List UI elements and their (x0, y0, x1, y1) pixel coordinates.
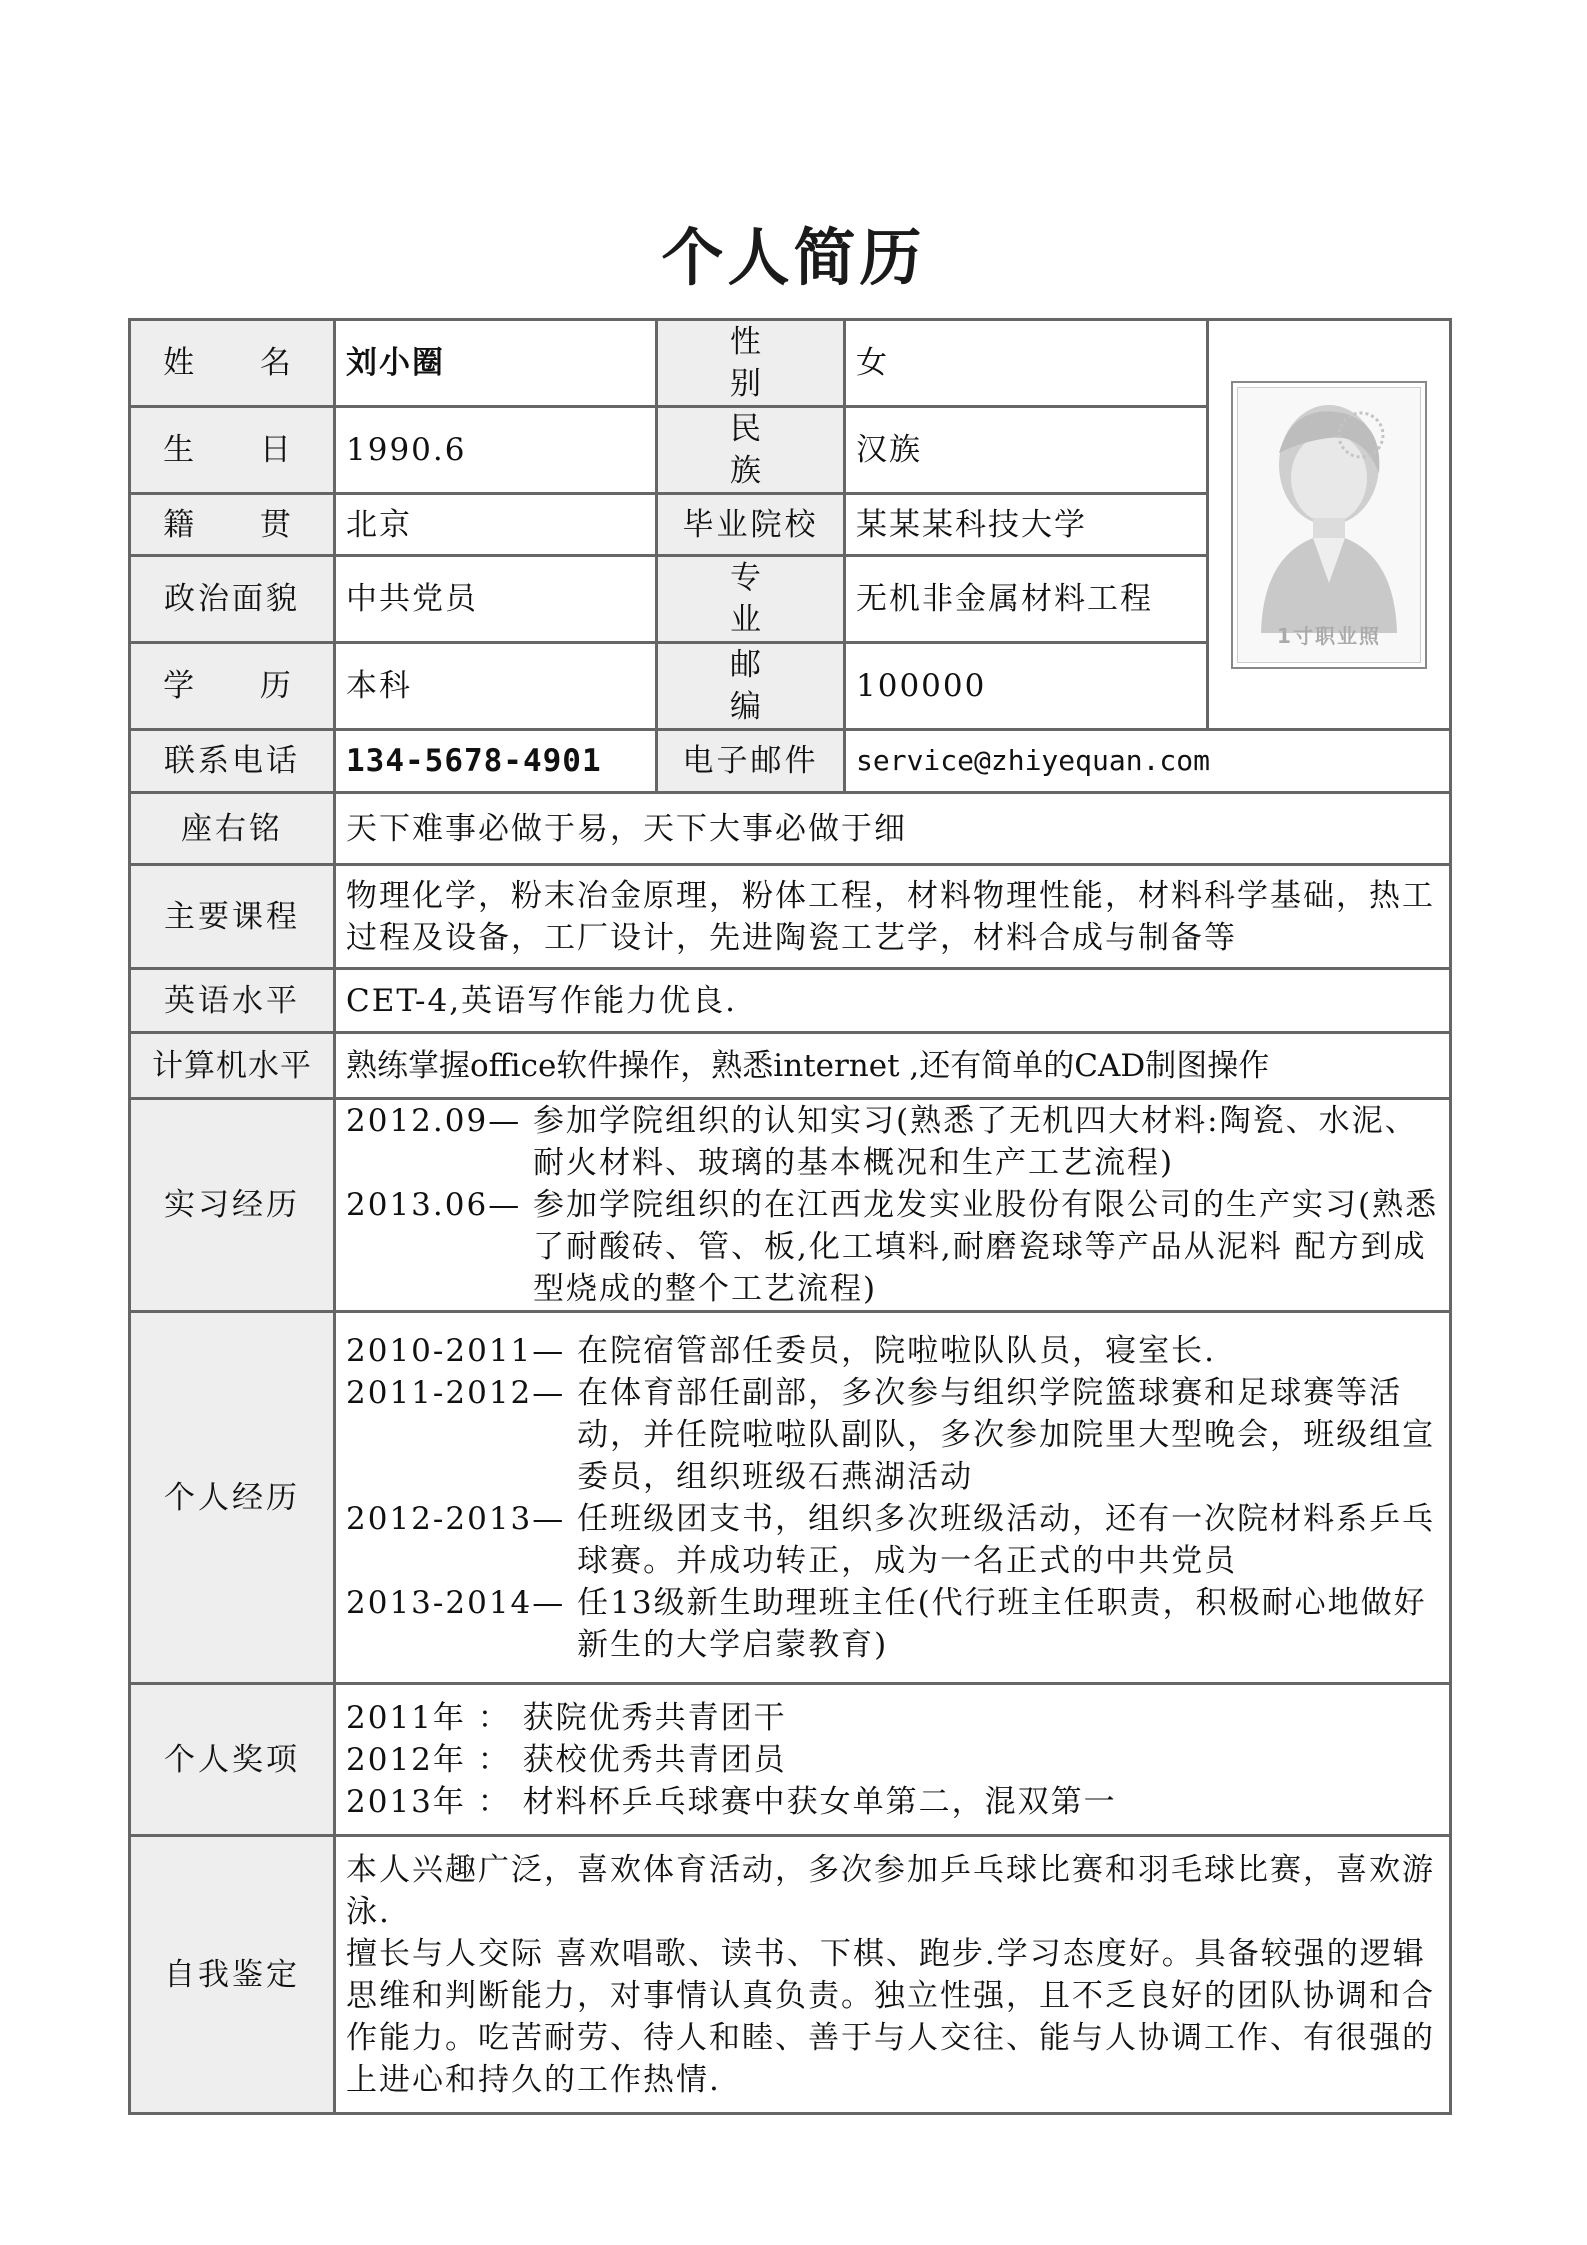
email-value: service@zhiyequan.com (845, 730, 1451, 793)
computer-label: 计算机水平 (130, 1033, 335, 1099)
row-experience (130, 1312, 1451, 1684)
entry-date: 2011-2012— (346, 1374, 578, 1411)
phone-value: 134-5678-4901 (335, 730, 657, 793)
row-self-eval (130, 1836, 1451, 2114)
list-item (346, 1582, 1439, 1666)
entry-desc: 在院宿管部任委员，院啦啦队队员，寝室长. (577, 1332, 1216, 1369)
courses-value: 物理化学，粉末冶金原理，粉体工程，材料物理性能，材料科学基础，热工过程及设备，工厂设计，先进陶瓷工艺学，材料合成与制备等 (335, 865, 1451, 969)
self-eval-paragraph: 本人兴趣广泛，喜欢体育活动，多次参加乒乓球比赛和羽毛球比赛，喜欢游泳. (346, 1851, 1435, 1930)
courses-label: 主要课程 (130, 865, 335, 969)
list-item (346, 1781, 1439, 1823)
internship-list (335, 1099, 1451, 1312)
self-eval-paragraph: 擅长与人交际 喜欢唱歌、读书、下棋、跑步.学习态度好。具备较强的逻辑思维和判断能力，对事情认真负责。独立性强，且不乏良好的团队协调和合作能力。吃苦耐劳、待人和睦、善于与人交往、能与人协调工作、有很强的上进心和持久的工作热情. (346, 1935, 1435, 2098)
list-item (346, 1100, 1439, 1184)
photo-cell (1208, 320, 1451, 730)
entry-date: 2012年 ： (346, 1741, 523, 1778)
major-label: 专 业 (657, 556, 845, 643)
row-motto (130, 793, 1451, 865)
awards-label: 个人奖项 (130, 1684, 335, 1836)
entry-date: 2012-2013— (346, 1500, 578, 1537)
photo-caption: 1寸职业照 (1277, 623, 1381, 648)
postcode-value: 100000 (845, 643, 1208, 730)
computer-value: 熟练掌握office软件操作，熟悉internet ,还有简单的CAD制图操作 (335, 1033, 1451, 1099)
photo-placeholder (1231, 381, 1427, 669)
entry-date: 2013.06— (346, 1187, 534, 1223)
awards-list (335, 1684, 1451, 1836)
entry-desc: 在体育部任副部，多次参与组织学院篮球赛和足球赛等活动，并任院啦啦队副队，多次参加院里大型晚会，班级组宣委员，组织班级石燕湖活动 (577, 1374, 1436, 1495)
birth-value: 1990.6 (335, 407, 657, 494)
resume-table (128, 318, 1452, 2115)
phone-label: 联系电话 (130, 730, 335, 793)
entry-desc: 获校优秀共青团员 (522, 1741, 787, 1778)
name-value: 刘小圈 (335, 320, 657, 407)
email-label: 电子邮件 (657, 730, 845, 793)
politics-label: 政治面貌 (130, 556, 335, 643)
politics-value: 中共党员 (335, 556, 657, 643)
row-courses (130, 865, 1451, 969)
entry-date: 2013年 ： (346, 1783, 523, 1820)
row-english (130, 969, 1451, 1033)
list-item (346, 1372, 1439, 1498)
english-label: 英语水平 (130, 969, 335, 1033)
entry-desc: 参加学院组织的在江西龙发实业股份有限公司的生产实习(熟悉了耐酸砖、管、板,化工填料,耐磨瓷球等产品从泥料 配方到成型烧成的整个工艺流程) (533, 1187, 1439, 1307)
entry-date: 2010-2011— (346, 1332, 578, 1369)
name-label: 姓 名 (130, 320, 335, 407)
gender-value: 女 (845, 320, 1208, 407)
list-item (346, 1498, 1439, 1582)
birth-label: 生 日 (130, 407, 335, 494)
entry-desc: 任班级团支书，组织多次班级活动，还有一次院材料系乒乓球赛。并成功转正，成为一名正式的中共党员 (577, 1500, 1436, 1579)
row-computer (130, 1033, 1451, 1099)
entry-date: 2012.09— (346, 1103, 534, 1139)
entry-desc: 材料杯乒乓球赛中获女单第二，混双第一 (522, 1783, 1117, 1820)
ethnicity-value: 汉族 (845, 407, 1208, 494)
page-title: 个人简历 (661, 221, 926, 294)
origin-label: 籍 贯 (130, 494, 335, 556)
motto-value: 天下难事必做于易，天下大事必做于细 (335, 793, 1451, 865)
school-value: 某某某科技大学 (845, 494, 1208, 556)
origin-value: 北京 (335, 494, 657, 556)
ethnicity-label: 民 族 (657, 407, 845, 494)
english-value: CET-4,英语写作能力优良. (335, 969, 1451, 1033)
major-value: 无机非金属材料工程 (845, 556, 1208, 643)
list-item (346, 1739, 1439, 1781)
row-awards (130, 1684, 1451, 1836)
row-contact (130, 730, 1451, 793)
experience-label: 个人经历 (130, 1312, 335, 1684)
school-label: 毕业院校 (657, 494, 845, 556)
education-value: 本科 (335, 643, 657, 730)
education-label: 学 历 (130, 643, 335, 730)
self-eval-text (335, 1836, 1451, 2114)
entry-desc: 任13级新生助理班主任(代行班主任职责，积极耐心地做好新生的大学启蒙教育) (577, 1584, 1427, 1663)
row-internship (130, 1099, 1451, 1312)
motto-label: 座右铭 (130, 793, 335, 865)
postcode-label: 邮 编 (657, 643, 845, 730)
entry-desc: 获院优秀共青团干 (522, 1699, 787, 1736)
internship-label: 实习经历 (130, 1099, 335, 1312)
row-name (130, 320, 1451, 407)
self-eval-label: 自我鉴定 (130, 1836, 335, 2114)
experience-list (335, 1312, 1451, 1684)
gender-label: 性 别 (657, 320, 845, 407)
list-item (346, 1330, 1439, 1372)
entry-date: 2011年 ： (346, 1699, 523, 1736)
list-item (346, 1184, 1439, 1310)
entry-date: 2013-2014— (346, 1584, 578, 1621)
entry-desc: 参加学院组织的认知实习(熟悉了无机四大材料:陶瓷、水泥、耐火材料、玻璃的基本概况和生产工艺流程) (533, 1103, 1418, 1181)
list-item (346, 1697, 1439, 1739)
